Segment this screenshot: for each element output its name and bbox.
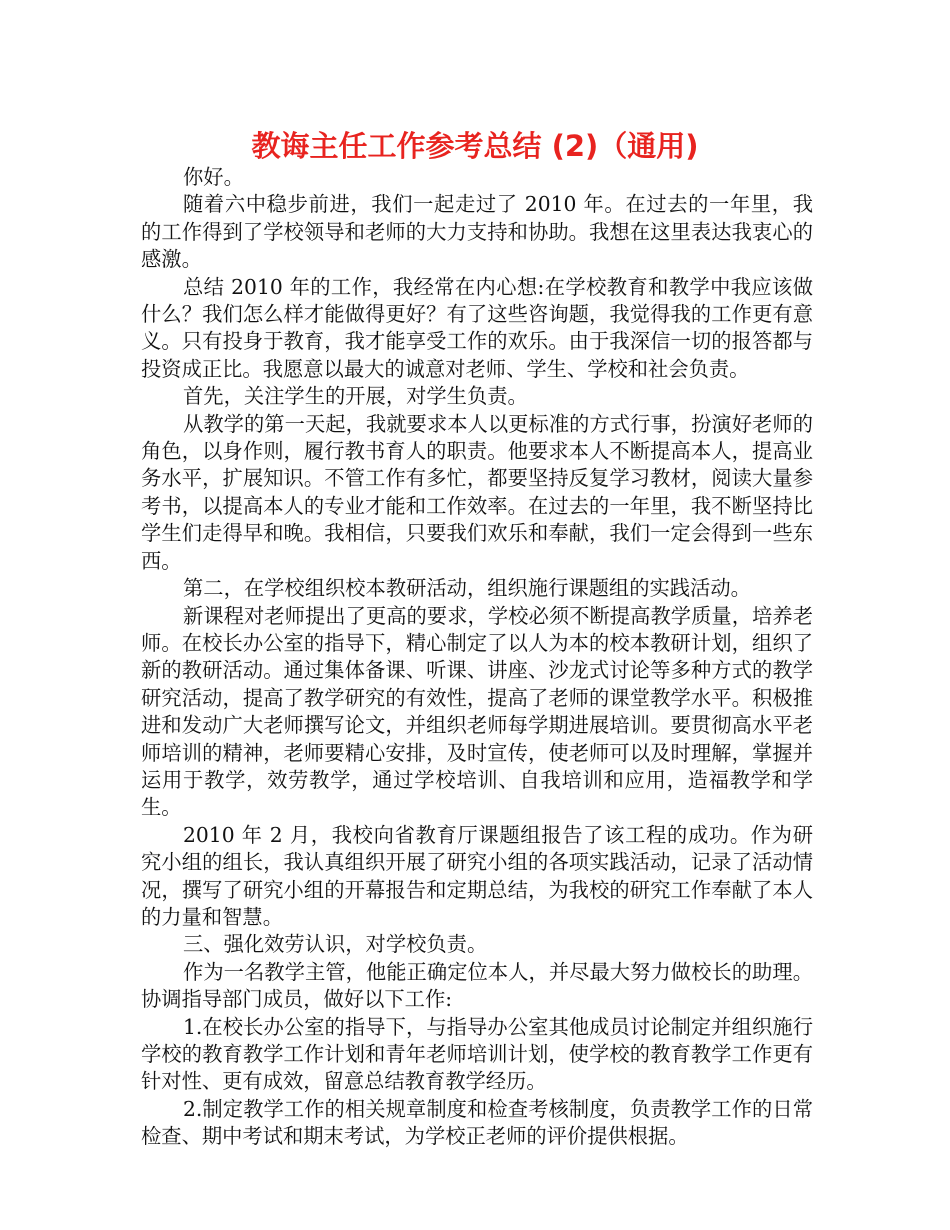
section-heading-third: 三、强化效劳认识，对学校负责。 bbox=[183, 932, 488, 957]
list-item: 2.制定教学工作的相关规章制度和检查考核制度，负责教学工作的日常检查、期中考试和期末考试，为学校正老师的评价提供根据。 bbox=[141, 1096, 813, 1149]
body-paragraph: 作为一名教学主管，他能正确定位本人，并尽最大努力做校长的助理。协调指导部门成员，做好以下工作: bbox=[141, 959, 813, 1012]
section-heading-second: 第二，在学校组织校本教研活动，组织施行课题组的实践活动。 bbox=[183, 576, 751, 601]
body-paragraph: 新课程对老师提出了更高的要求，学校必须不断提高教学质量，培养老师。在校长办公室的指导下，精心制定了以人为本的校本教研计划，组织了新的教研活动。通过集体备课、听课、讲座、沙龙式讨论等多种方式的教学研究活动，提高了教学研究的有效性，提高了老师的课堂教学水平。积极推进和发动广大老师撰写论文，并组织老师每学期进展培训。要贯彻高水平老师培训的精神，老师要精心安排，及时宣传，使老师可以及时理解，掌握并运用于教学，效劳教学，通过学校培训、自我培训和应用，造福教学和学生。 bbox=[141, 603, 813, 820]
summary-paragraph: 总结 2010 年的工作，我经常在内心想:在学校教育和教学中我应该做什么？我们怎么样才能做得更好？有了这些咨询题，我觉得我的工作更有意义。只有投身于教育，我才能享受工作的欢乐。由于我深信一切的报答都与投资成正比。我愿意以最大的诚意对老师、学生、学校和社会负责。 bbox=[141, 274, 813, 381]
body-paragraph: 2010 年 2 月，我校向省教育厅课题组报告了该工程的成功。作为研究小组的组长，我认真组织开展了研究小组的各项实践活动，记录了活动情况，撰写了研究小组的开幕报告和定期总结，为我校的研究工作奉献了本人的力量和智慧。 bbox=[141, 822, 813, 929]
body-paragraph: 从教学的第一天起，我就要求本人以更标准的方式行事，扮演好老师的角色，以身作则，履行教书育人的职责。他要求本人不断提高本人，提高业务水平，扩展知识。不管工作有多忙，都要坚持反复学习教材，阅读大量参考书，以提高本人的专业才能和工作效率。在过去的一年里，我不断坚持比学生们走得早和晚。我相信，只要我们欢乐和奉献，我们一定会得到一些东西。 bbox=[141, 411, 813, 573]
intro-paragraph: 随着六中稳步前进，我们一起走过了 2010 年。在过去的一年里，我的工作得到了学校领导和老师的大力支持和协助。我想在这里表达我衷心的感激。 bbox=[141, 192, 813, 272]
document-body bbox=[141, 164, 813, 1151]
document-title: 教诲主任工作参考总结 (2)（通用) bbox=[251, 129, 699, 163]
list-item: 1.在校长办公室的指导下，与指导办公室其他成员讨论制定并组织施行学校的教育教学工作计划和青年老师培训计划，使学校的教育教学工作更有针对性、更有成效，留意总结教育教学经历。 bbox=[141, 1014, 813, 1094]
section-heading-first: 首先，关注学生的开展，对学生负责。 bbox=[183, 384, 528, 409]
greeting-paragraph: 你好。 bbox=[183, 165, 244, 189]
